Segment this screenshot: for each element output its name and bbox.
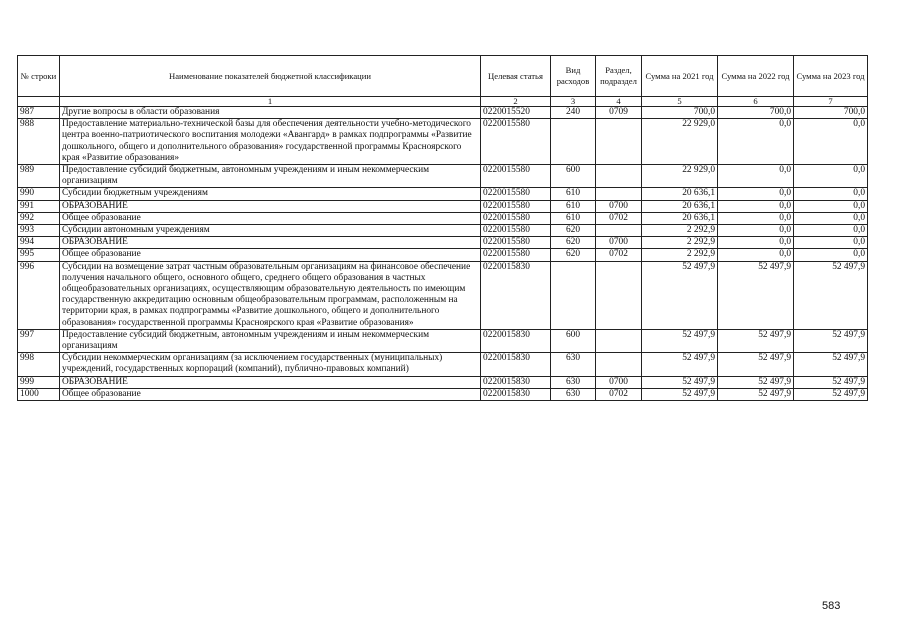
- row-number-cell: 997: [18, 329, 60, 352]
- section-code-cell: [596, 261, 642, 329]
- column-number: [18, 97, 60, 107]
- row-number-cell: 996: [18, 261, 60, 329]
- expense-kind-cell: 620: [551, 237, 596, 249]
- sum-2022-cell: 52 497,9: [718, 388, 794, 400]
- section-code-cell: 0702: [596, 249, 642, 261]
- column-number: 4: [596, 97, 642, 107]
- indicator-name-cell: Субсидии некоммерческим организациям (за исключением государственных (муниципальных) учреждений, государственных корпораций (компаний), публично-правовых компаний): [60, 353, 481, 376]
- sum-2021-cell: 52 497,9: [642, 388, 718, 400]
- target-article-cell: 0220015830: [481, 388, 551, 400]
- row-number-cell: 989: [18, 165, 60, 188]
- indicator-name-cell: Предоставление субсидий бюджетным, автономным учреждениям и иным некоммерческим организациям: [60, 165, 481, 188]
- target-article-cell: 0220015580: [481, 225, 551, 237]
- table-row: [18, 329, 868, 352]
- table-row: [18, 188, 868, 200]
- expense-kind-cell: 600: [551, 165, 596, 188]
- sum-2021-cell: 20 636,1: [642, 200, 718, 212]
- header-section: Раздел, подраздел: [596, 56, 642, 97]
- sum-2022-cell: 0,0: [718, 188, 794, 200]
- sum-2022-cell: 0,0: [718, 249, 794, 261]
- sum-2023-cell: 0,0: [794, 165, 868, 188]
- table-row: [18, 212, 868, 224]
- page-number: 583: [822, 600, 841, 612]
- table-row: [18, 261, 868, 329]
- indicator-name-cell: Предоставление субсидий бюджетным, автономным учреждениям и иным некоммерческим организациям: [60, 329, 481, 352]
- expense-kind-cell: 620: [551, 225, 596, 237]
- expense-kind-cell: 240: [551, 107, 596, 119]
- target-article-cell: 0220015520: [481, 107, 551, 119]
- sum-2022-cell: 0,0: [718, 200, 794, 212]
- table-body: [18, 97, 868, 401]
- sum-2021-cell: 52 497,9: [642, 376, 718, 388]
- table-row: [18, 388, 868, 400]
- sum-2022-cell: 52 497,9: [718, 353, 794, 376]
- sum-2021-cell: 52 497,9: [642, 329, 718, 352]
- sum-2023-cell: 52 497,9: [794, 261, 868, 329]
- target-article-cell: 0220015580: [481, 188, 551, 200]
- sum-2021-cell: 22 929,0: [642, 165, 718, 188]
- sum-2023-cell: 0,0: [794, 188, 868, 200]
- expense-kind-cell: 610: [551, 200, 596, 212]
- table-row: [18, 353, 868, 376]
- expense-kind-cell: 630: [551, 353, 596, 376]
- indicator-name-cell: Общее образование: [60, 388, 481, 400]
- section-code-cell: 0702: [596, 212, 642, 224]
- column-number: 3: [551, 97, 596, 107]
- sum-2023-cell: 52 497,9: [794, 353, 868, 376]
- header-sum-2022: Сумма на 2022 год: [718, 56, 794, 97]
- sum-2023-cell: 0,0: [794, 225, 868, 237]
- sum-2021-cell: 22 929,0: [642, 119, 718, 165]
- column-number: 7: [794, 97, 868, 107]
- indicator-name-cell: Общее образование: [60, 249, 481, 261]
- sum-2023-cell: 700,0: [794, 107, 868, 119]
- expense-kind-cell: 630: [551, 388, 596, 400]
- expense-kind-cell: 600: [551, 329, 596, 352]
- sum-2021-cell: 20 636,1: [642, 212, 718, 224]
- sum-2023-cell: 0,0: [794, 212, 868, 224]
- sum-2021-cell: 700,0: [642, 107, 718, 119]
- row-number-cell: 995: [18, 249, 60, 261]
- column-number: 2: [481, 97, 551, 107]
- expense-kind-cell: 630: [551, 376, 596, 388]
- indicator-name-cell: ОБРАЗОВАНИЕ: [60, 376, 481, 388]
- section-code-cell: [596, 225, 642, 237]
- sum-2023-cell: 52 497,9: [794, 329, 868, 352]
- target-article-cell: 0220015580: [481, 249, 551, 261]
- row-number-cell: 1000: [18, 388, 60, 400]
- target-article-cell: 0220015830: [481, 353, 551, 376]
- expense-kind-cell: 610: [551, 212, 596, 224]
- header-sum-2021: Сумма на 2021 год: [642, 56, 718, 97]
- sum-2023-cell: 52 497,9: [794, 376, 868, 388]
- sum-2023-cell: 0,0: [794, 237, 868, 249]
- budget-table: [17, 55, 868, 401]
- section-code-cell: [596, 119, 642, 165]
- sum-2021-cell: 20 636,1: [642, 188, 718, 200]
- sum-2022-cell: 52 497,9: [718, 261, 794, 329]
- sum-2023-cell: 0,0: [794, 119, 868, 165]
- row-number-cell: 991: [18, 200, 60, 212]
- section-code-cell: 0709: [596, 107, 642, 119]
- indicator-name-cell: ОБРАЗОВАНИЕ: [60, 200, 481, 212]
- target-article-cell: 0220015580: [481, 212, 551, 224]
- sum-2021-cell: 2 292,9: [642, 237, 718, 249]
- sum-2021-cell: 52 497,9: [642, 353, 718, 376]
- sum-2022-cell: 0,0: [718, 165, 794, 188]
- row-number-cell: 988: [18, 119, 60, 165]
- target-article-cell: 0220015580: [481, 119, 551, 165]
- table-row: [18, 200, 868, 212]
- expense-kind-cell: 620: [551, 249, 596, 261]
- column-number: 1: [60, 97, 481, 107]
- section-code-cell: 0700: [596, 237, 642, 249]
- row-number-cell: 987: [18, 107, 60, 119]
- target-article-cell: 0220015830: [481, 376, 551, 388]
- sum-2023-cell: 0,0: [794, 200, 868, 212]
- sum-2022-cell: 0,0: [718, 237, 794, 249]
- sum-2021-cell: 52 497,9: [642, 261, 718, 329]
- section-code-cell: 0700: [596, 376, 642, 388]
- sum-2022-cell: 700,0: [718, 107, 794, 119]
- expense-kind-cell: 610: [551, 188, 596, 200]
- section-code-cell: [596, 188, 642, 200]
- sum-2023-cell: 0,0: [794, 249, 868, 261]
- indicator-name-cell: Другие вопросы в области образования: [60, 107, 481, 119]
- row-number-cell: 990: [18, 188, 60, 200]
- column-numbers-row: [18, 97, 868, 107]
- expense-kind-cell: [551, 119, 596, 165]
- header-sum-2023: Сумма на 2023 год: [794, 56, 868, 97]
- sum-2022-cell: 52 497,9: [718, 329, 794, 352]
- header-indicator-name: Наименование показателей бюджетной классификации: [60, 56, 481, 97]
- table-row: [18, 237, 868, 249]
- section-code-cell: 0702: [596, 388, 642, 400]
- sum-2023-cell: 52 497,9: [794, 388, 868, 400]
- table-row: [18, 107, 868, 119]
- sum-2021-cell: 2 292,9: [642, 249, 718, 261]
- row-number-cell: 999: [18, 376, 60, 388]
- table-row: [18, 376, 868, 388]
- indicator-name-cell: Субсидии автономным учреждениям: [60, 225, 481, 237]
- indicator-name-cell: Общее образование: [60, 212, 481, 224]
- section-code-cell: [596, 165, 642, 188]
- table-row: [18, 225, 868, 237]
- section-code-cell: [596, 353, 642, 376]
- header-row: [18, 56, 868, 97]
- header-row-number: № строки: [18, 56, 60, 97]
- table-row: [18, 249, 868, 261]
- target-article-cell: 0220015830: [481, 261, 551, 329]
- row-number-cell: 992: [18, 212, 60, 224]
- table-row: [18, 119, 868, 165]
- sum-2022-cell: 0,0: [718, 119, 794, 165]
- header-expense-kind: Вид расходов: [551, 56, 596, 97]
- target-article-cell: 0220015580: [481, 165, 551, 188]
- table-header: [18, 56, 868, 97]
- indicator-name-cell: Предоставление материально-технической базы для обеспечения деятельности учебно-методического центра военно-патриотического воспитания молодежи «Авангард» в рамках подпрограммы «Развитие дошкольного, общего и дополнительного образования» государственной программы Красноярского края «Развитие образования»: [60, 119, 481, 165]
- column-number: 6: [718, 97, 794, 107]
- section-code-cell: 0700: [596, 200, 642, 212]
- header-target-article: Целевая статья: [481, 56, 551, 97]
- sum-2021-cell: 2 292,9: [642, 225, 718, 237]
- section-code-cell: [596, 329, 642, 352]
- indicator-name-cell: Субсидии бюджетным учреждениям: [60, 188, 481, 200]
- sum-2022-cell: 0,0: [718, 212, 794, 224]
- expense-kind-cell: [551, 261, 596, 329]
- row-number-cell: 994: [18, 237, 60, 249]
- table-row: [18, 165, 868, 188]
- sum-2022-cell: 0,0: [718, 225, 794, 237]
- row-number-cell: 993: [18, 225, 60, 237]
- target-article-cell: 0220015580: [481, 200, 551, 212]
- target-article-cell: 0220015830: [481, 329, 551, 352]
- indicator-name-cell: Субсидии на возмещение затрат частным образовательным организациям на финансовое обеспечение получения начального общего, основного общего, среднего общего образования в частных общеобразовательных организациях, осуществляющим образовательную деятельность по имеющим государственную аккредитацию основным общеобразовательным программам, расположенным на территории края, в рамках подпрограммы «Развитие дошкольного, общего и дополнительного образования» государственной программы Красноярского края «Развитие образования»: [60, 261, 481, 329]
- column-number: 5: [642, 97, 718, 107]
- target-article-cell: 0220015580: [481, 237, 551, 249]
- row-number-cell: 998: [18, 353, 60, 376]
- sum-2022-cell: 52 497,9: [718, 376, 794, 388]
- indicator-name-cell: ОБРАЗОВАНИЕ: [60, 237, 481, 249]
